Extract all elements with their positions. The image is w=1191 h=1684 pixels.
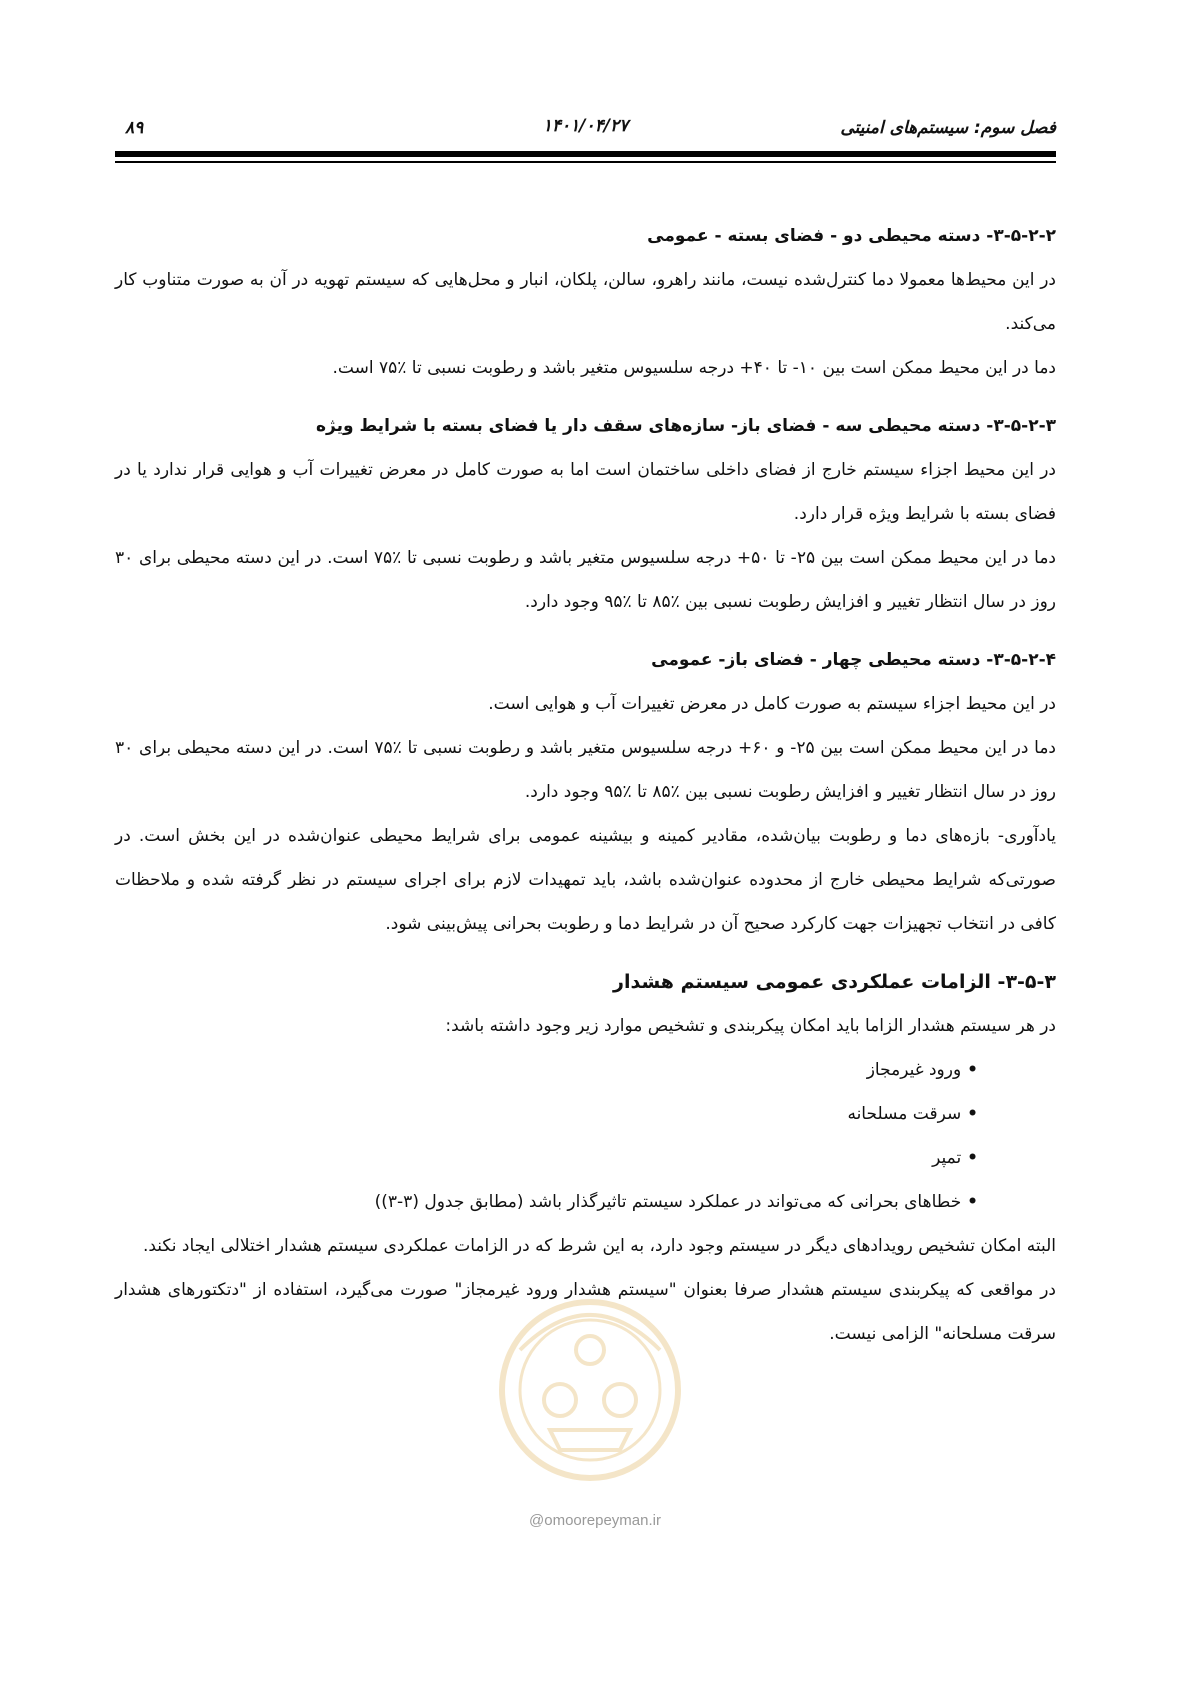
paragraph: در این محیط اجزاء سیستم به صورت کامل در معرض تغییرات آب و هوایی است. (488, 694, 1056, 714)
watermark-text: @omoorepeyman.ir (529, 1512, 661, 1529)
list-item: • خطاهای بحرانی که می‌تواند در عملکرد سیستم تاثیرگذار باشد (مطابق جدول (۳-۳)) (115, 1180, 978, 1224)
bullet-list (115, 1048, 1056, 1224)
chapter-title: فصل سوم: سیستم‌های امنیتی (840, 118, 1056, 138)
paragraph: البته امکان تشخیص رویدادهای دیگر در سیستم وجود دارد، به این شرط که در الزامات عملکردی سیستم هشدار اختلالی ایجاد نکند. (142, 1236, 1056, 1256)
watermark-seal-icon (490, 1290, 690, 1500)
page-content (115, 214, 1056, 1356)
page-header (115, 112, 1056, 152)
header-rule-thick (115, 151, 1056, 157)
list-item: • ورود غیرمجاز (115, 1048, 978, 1092)
header-rule-thin (115, 161, 1056, 163)
paragraph: در مواقعی که پیکربندی سیستم هشدار صرفا بعنوان "سیستم هشدار ورود غیرمجاز" صورت می‌گیرد، استفاده از "دتکتورهای هشدار سرقت مسلحانه" الزامی نیست. (115, 1280, 1056, 1344)
paragraph: در این محیط‌ها معمولا دما کنترل‌شده نیست، مانند راهرو، سالن، پلکان، انبار و محل‌هایی که سیستم تهویه در آن به صورت متناوب کار می‌کند. (115, 270, 1056, 334)
list-item: • سرقت مسلحانه (115, 1092, 978, 1136)
header-date: ۱۴۰۱/۰۴/۲۷ (542, 116, 629, 136)
section-heading: ۳-۵-۲-۳- دسته محیطی سه - فضای باز- سازه‌های سقف دار یا فضای بسته با شرایط ویژه (316, 416, 1056, 436)
page-number: ۸۹ (125, 118, 144, 138)
main-section-heading: ۳-۵-۳- الزامات عملکردی عمومی سیستم هشدار (613, 971, 1056, 993)
intro-paragraph: در هر سیستم هشدار الزاما باید امکان پیکربندی و تشخیص موارد زیر وجود داشته باشد: (445, 1016, 1056, 1036)
section-heading: ۳-۵-۲-۴- دسته محیطی چهار - فضای باز- عمومی (651, 650, 1056, 670)
paragraph: دما در این محیط ممکن است بین ۲۵- و ۶۰+ درجه سلسیوس متغیر باشد و رطوبت نسبی تا ٪۷۵ است. در این دسته محیطی برای ۳۰ روز در سال انتظار تغییر و افزایش رطوبت نسبی بین ٪۸۵ تا ٪۹۵ وجود دارد. (115, 738, 1056, 802)
paragraph: در این محیط اجزاء سیستم خارج از فضای داخلی ساختمان است اما به صورت کامل در معرض تغییرات آب و هوایی قرار ندارد یا در فضای بسته با شرایط ویژه قرار دارد. (115, 460, 1056, 524)
list-item: • تمپر (115, 1136, 978, 1180)
paragraph: دما در این محیط ممکن است بین ۲۵- تا ۵۰+ درجه سلسیوس متغیر باشد و رطوبت نسبی تا ٪۷۵ است. در این دسته محیطی برای ۳۰ روز در سال انتظار تغییر و افزایش رطوبت نسبی بین ٪۸۵ تا ٪۹۵ وجود دارد. (115, 548, 1057, 612)
note-paragraph: یادآوری- بازه‌های دما و رطوبت بیان‌شده، مقادیر کمینه و بیشینه عمومی برای شرایط محیطی عنوان‌شده در این بخش است. در صورتی‌که شرایط محیطی خارج از محدوده عنوان‌شده باشد، باید تمهیدات لازم برای اجرای سیستم در نظر گرفته شده و ملاحظات کافی در انتخاب تجهیزات جهت کارکرد صحیح آن در شرایط دما و رطوبت بحرانی پیش‌بینی شود. (115, 826, 1056, 934)
paragraph: دما در این محیط ممکن است بین ۱۰- تا ۴۰+ درجه سلسیوس متغیر باشد و رطوبت نسبی تا ٪۷۵ است. (332, 358, 1056, 378)
section-heading: ۳-۵-۲-۲- دسته محیطی دو - فضای بسته - عمومی (647, 226, 1056, 246)
